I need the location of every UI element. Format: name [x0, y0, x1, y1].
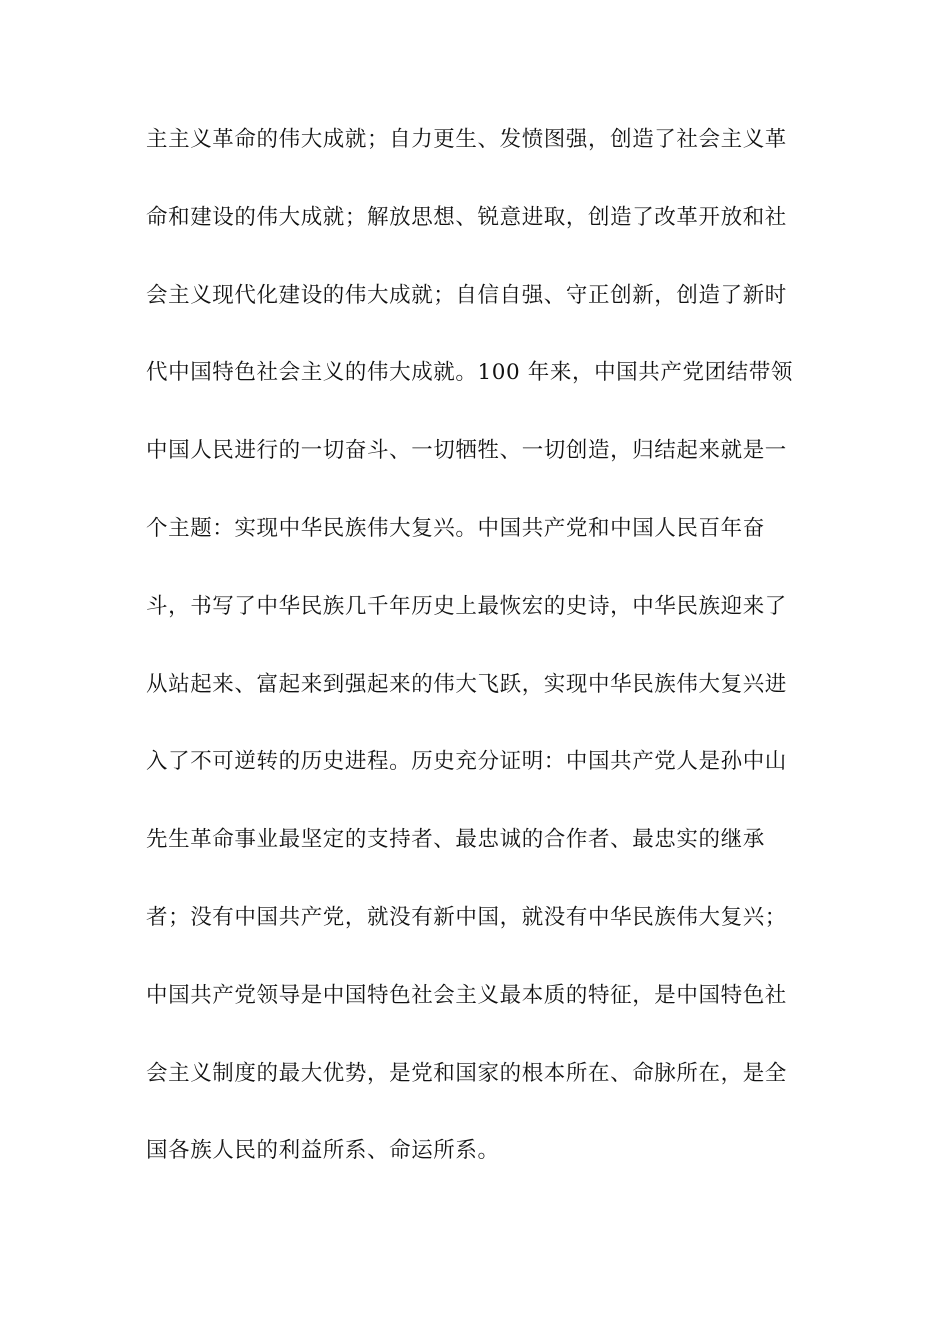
text-line: 者；没有中国共产党，就没有新中国，就没有中华民族伟大复兴；: [146, 904, 787, 930]
text-line: 会主义制度的最大优势，是党和国家的根本所在、命脉所在，是全: [146, 1060, 787, 1086]
text-line: 主主义革命的伟大成就；自力更生、发愤图强，创造了社会主义革: [146, 127, 787, 152]
text-line: 会主义现代化建设的伟大成就；自信自强、守正创新，创造了新时: [146, 282, 787, 308]
text-line: 命和建设的伟大成就；解放思想、锐意进取，创造了改革开放和社: [146, 204, 787, 230]
text-line: 入了不可逆转的历史进程。历史充分证明：中国共产党人是孙中山: [146, 749, 787, 775]
text-line: 从站起来、富起来到强起来的伟大飞跃，实现中华民族伟大复兴进: [146, 671, 787, 697]
text-line: 中国人民进行的一切奋斗、一切牺牲、一切创造，归结起来就是一: [146, 438, 787, 464]
text-line: 国各族人民的利益所系、命运所系。: [146, 1138, 500, 1164]
text-line: 斗，书写了中华民族几千年历史上最恢宏的史诗，中华民族迎来了: [146, 593, 787, 619]
text-line: 中国共产党领导是中国特色社会主义最本质的特征，是中国特色社: [146, 982, 787, 1008]
body-text: [146, 118, 806, 1207]
text-line: 代中国特色社会主义的伟大成就。100 年来，中国共产党团结带领: [146, 360, 793, 386]
text-line: 先生革命事业最坚定的支持者、最忠诚的合作者、最忠实的继承: [146, 827, 765, 853]
text-line: 个主题：实现中华民族伟大复兴。中国共产党和中国人民百年奋: [146, 515, 765, 541]
